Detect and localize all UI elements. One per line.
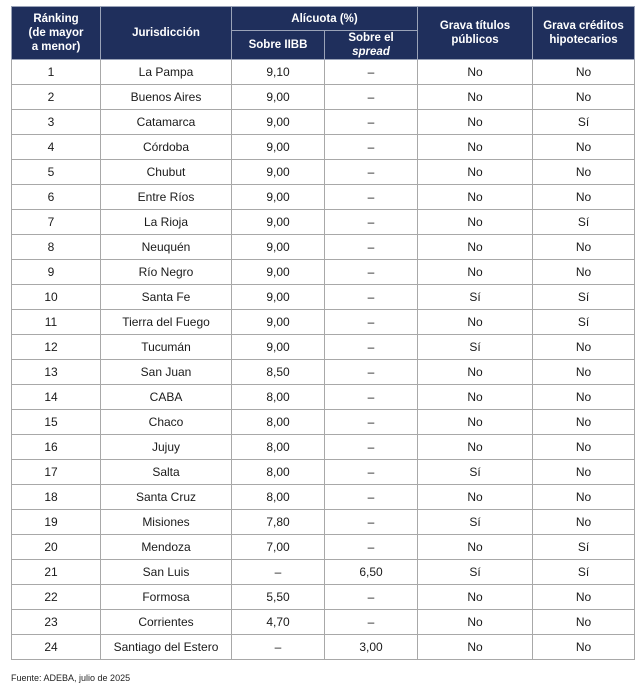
cell-jurisdiction: Formosa: [101, 585, 232, 610]
cell-sobre-iibb: 8,00: [232, 410, 325, 435]
cell-grava-creditos: No: [533, 235, 635, 260]
cell-grava-creditos: No: [533, 385, 635, 410]
cell-rank: 14: [12, 385, 101, 410]
cell-grava-creditos: No: [533, 610, 635, 635]
cell-sobre-spread: –: [325, 235, 418, 260]
cell-jurisdiction: Chubut: [101, 160, 232, 185]
cell-sobre-spread: –: [325, 610, 418, 635]
cell-sobre-iibb: 9,00: [232, 85, 325, 110]
table-body: [12, 60, 635, 660]
cell-sobre-iibb: 9,00: [232, 285, 325, 310]
cell-grava-titulos: No: [418, 635, 533, 660]
cell-sobre-spread: –: [325, 435, 418, 460]
cell-grava-creditos: No: [533, 360, 635, 385]
cell-rank: 23: [12, 610, 101, 635]
cell-rank: 16: [12, 435, 101, 460]
cell-jurisdiction: Chaco: [101, 410, 232, 435]
cell-sobre-spread: 3,00: [325, 635, 418, 660]
cell-grava-titulos: No: [418, 610, 533, 635]
cell-rank: 21: [12, 560, 101, 585]
cell-rank: 20: [12, 535, 101, 560]
cell-grava-titulos: No: [418, 485, 533, 510]
cell-grava-creditos: No: [533, 335, 635, 360]
cell-sobre-iibb: 8,50: [232, 360, 325, 385]
cell-sobre-iibb: –: [232, 635, 325, 660]
cell-sobre-iibb: 8,00: [232, 385, 325, 410]
cell-grava-creditos: Sí: [533, 210, 635, 235]
table-row: [12, 385, 635, 410]
cell-grava-titulos: No: [418, 360, 533, 385]
cell-grava-titulos: No: [418, 410, 533, 435]
cell-sobre-spread: –: [325, 310, 418, 335]
cell-grava-creditos: No: [533, 160, 635, 185]
cell-rank: 19: [12, 510, 101, 535]
cell-grava-creditos: No: [533, 635, 635, 660]
cell-grava-creditos: No: [533, 85, 635, 110]
cell-rank: 22: [12, 585, 101, 610]
cell-grava-creditos: No: [533, 185, 635, 210]
cell-grava-titulos: Sí: [418, 560, 533, 585]
cell-sobre-iibb: 9,00: [232, 160, 325, 185]
cell-rank: 4: [12, 135, 101, 160]
table-row: [12, 110, 635, 135]
table-row: [12, 160, 635, 185]
cell-grava-titulos: No: [418, 85, 533, 110]
cell-rank: 18: [12, 485, 101, 510]
cell-sobre-spread: –: [325, 85, 418, 110]
cell-grava-titulos: Sí: [418, 335, 533, 360]
cell-sobre-spread: –: [325, 285, 418, 310]
cell-jurisdiction: Misiones: [101, 510, 232, 535]
cell-grava-creditos: Sí: [533, 285, 635, 310]
cell-rank: 10: [12, 285, 101, 310]
cell-rank: 9: [12, 260, 101, 285]
cell-sobre-iibb: 9,00: [232, 235, 325, 260]
cell-grava-titulos: Sí: [418, 460, 533, 485]
cell-rank: 5: [12, 160, 101, 185]
table-row: [12, 235, 635, 260]
cell-grava-titulos: No: [418, 310, 533, 335]
cell-sobre-spread: –: [325, 510, 418, 535]
header-ranking: Ránking (de mayor a menor): [12, 7, 101, 60]
cell-sobre-iibb: 8,00: [232, 435, 325, 460]
cell-sobre-spread: –: [325, 535, 418, 560]
cell-grava-titulos: No: [418, 185, 533, 210]
source-note: Fuente: ADEBA, julio de 2025: [11, 673, 131, 683]
cell-grava-titulos: No: [418, 110, 533, 135]
cell-grava-titulos: No: [418, 585, 533, 610]
table-row: [12, 135, 635, 160]
cell-grava-creditos: No: [533, 260, 635, 285]
cell-sobre-spread: –: [325, 60, 418, 85]
cell-grava-creditos: Sí: [533, 535, 635, 560]
cell-grava-titulos: No: [418, 435, 533, 460]
cell-rank: 12: [12, 335, 101, 360]
cell-jurisdiction: Neuquén: [101, 235, 232, 260]
cell-sobre-spread: –: [325, 410, 418, 435]
cell-sobre-iibb: 4,70: [232, 610, 325, 635]
header-sobre-iibb: Sobre IIBB: [232, 31, 325, 60]
cell-sobre-iibb: 9,00: [232, 335, 325, 360]
table-row: [12, 60, 635, 85]
cell-sobre-iibb: 5,50: [232, 585, 325, 610]
cell-sobre-spread: –: [325, 135, 418, 160]
cell-jurisdiction: San Luis: [101, 560, 232, 585]
cell-jurisdiction: Córdoba: [101, 135, 232, 160]
table-row: [12, 360, 635, 385]
cell-sobre-spread: –: [325, 360, 418, 385]
table-row: [12, 635, 635, 660]
cell-grava-titulos: No: [418, 210, 533, 235]
table-row: [12, 460, 635, 485]
cell-grava-creditos: Sí: [533, 310, 635, 335]
cell-sobre-iibb: 9,00: [232, 210, 325, 235]
cell-rank: 1: [12, 60, 101, 85]
table-row: [12, 535, 635, 560]
cell-grava-creditos: No: [533, 485, 635, 510]
cell-jurisdiction: La Rioja: [101, 210, 232, 235]
cell-rank: 17: [12, 460, 101, 485]
table-row: [12, 485, 635, 510]
cell-jurisdiction: Buenos Aires: [101, 85, 232, 110]
cell-grava-titulos: No: [418, 135, 533, 160]
cell-jurisdiction: La Pampa: [101, 60, 232, 85]
cell-rank: 7: [12, 210, 101, 235]
cell-grava-creditos: No: [533, 585, 635, 610]
cell-sobre-iibb: 7,80: [232, 510, 325, 535]
cell-rank: 15: [12, 410, 101, 435]
cell-rank: 13: [12, 360, 101, 385]
cell-grava-titulos: Sí: [418, 510, 533, 535]
cell-sobre-iibb: –: [232, 560, 325, 585]
cell-grava-creditos: No: [533, 510, 635, 535]
cell-grava-titulos: No: [418, 60, 533, 85]
cell-grava-creditos: No: [533, 435, 635, 460]
cell-sobre-iibb: 8,00: [232, 485, 325, 510]
cell-jurisdiction: Entre Ríos: [101, 185, 232, 210]
cell-jurisdiction: Tucumán: [101, 335, 232, 360]
cell-jurisdiction: Santiago del Estero: [101, 635, 232, 660]
cell-sobre-iibb: 9,00: [232, 260, 325, 285]
table-row: [12, 210, 635, 235]
table-row: [12, 410, 635, 435]
cell-grava-titulos: No: [418, 260, 533, 285]
table-row: [12, 560, 635, 585]
cell-sobre-spread: –: [325, 110, 418, 135]
table-header: [12, 7, 635, 60]
ranking-table: [11, 6, 635, 660]
cell-jurisdiction: Corrientes: [101, 610, 232, 635]
cell-grava-creditos: No: [533, 60, 635, 85]
table-row: [12, 285, 635, 310]
cell-jurisdiction: Mendoza: [101, 535, 232, 560]
cell-jurisdiction: Catamarca: [101, 110, 232, 135]
cell-grava-creditos: No: [533, 410, 635, 435]
cell-rank: 2: [12, 85, 101, 110]
header-grava-creditos: Grava créditos hipotecarios: [533, 7, 635, 60]
cell-sobre-spread: –: [325, 335, 418, 360]
header-sobre-spread: Sobre el spread: [325, 31, 418, 60]
cell-jurisdiction: Santa Fe: [101, 285, 232, 310]
cell-sobre-iibb: 7,00: [232, 535, 325, 560]
cell-rank: 6: [12, 185, 101, 210]
cell-sobre-spread: 6,50: [325, 560, 418, 585]
table-row: [12, 435, 635, 460]
table-row: [12, 610, 635, 635]
cell-jurisdiction: Salta: [101, 460, 232, 485]
cell-sobre-spread: –: [325, 385, 418, 410]
table-row: [12, 335, 635, 360]
cell-sobre-spread: –: [325, 460, 418, 485]
cell-grava-titulos: Sí: [418, 285, 533, 310]
header-jurisdiccion: Jurisdicción: [101, 7, 232, 60]
cell-jurisdiction: San Juan: [101, 360, 232, 385]
table-row: [12, 260, 635, 285]
table-row: [12, 585, 635, 610]
cell-jurisdiction: Jujuy: [101, 435, 232, 460]
header-grava-titulos: Grava títulos públicos: [418, 7, 533, 60]
cell-sobre-iibb: 9,10: [232, 60, 325, 85]
header-alicuota: Alícuota (%): [232, 7, 418, 31]
cell-rank: 11: [12, 310, 101, 335]
cell-grava-creditos: No: [533, 460, 635, 485]
cell-sobre-iibb: 9,00: [232, 185, 325, 210]
cell-grava-titulos: No: [418, 160, 533, 185]
cell-sobre-spread: –: [325, 260, 418, 285]
cell-grava-titulos: No: [418, 385, 533, 410]
cell-rank: 3: [12, 110, 101, 135]
cell-jurisdiction: Santa Cruz: [101, 485, 232, 510]
table-row: [12, 310, 635, 335]
cell-grava-creditos: Sí: [533, 560, 635, 585]
cell-grava-titulos: No: [418, 235, 533, 260]
cell-sobre-iibb: 9,00: [232, 310, 325, 335]
cell-grava-creditos: Sí: [533, 110, 635, 135]
cell-jurisdiction: CABA: [101, 385, 232, 410]
cell-sobre-iibb: 9,00: [232, 110, 325, 135]
cell-sobre-spread: –: [325, 210, 418, 235]
table-row: [12, 185, 635, 210]
cell-grava-creditos: No: [533, 135, 635, 160]
cell-sobre-iibb: 9,00: [232, 135, 325, 160]
cell-jurisdiction: Tierra del Fuego: [101, 310, 232, 335]
cell-sobre-iibb: 8,00: [232, 460, 325, 485]
table-row: [12, 510, 635, 535]
table-row: [12, 85, 635, 110]
cell-rank: 24: [12, 635, 101, 660]
cell-sobre-spread: –: [325, 485, 418, 510]
cell-sobre-spread: –: [325, 160, 418, 185]
cell-rank: 8: [12, 235, 101, 260]
cell-grava-titulos: No: [418, 535, 533, 560]
cell-jurisdiction: Río Negro: [101, 260, 232, 285]
cell-sobre-spread: –: [325, 585, 418, 610]
cell-sobre-spread: –: [325, 185, 418, 210]
